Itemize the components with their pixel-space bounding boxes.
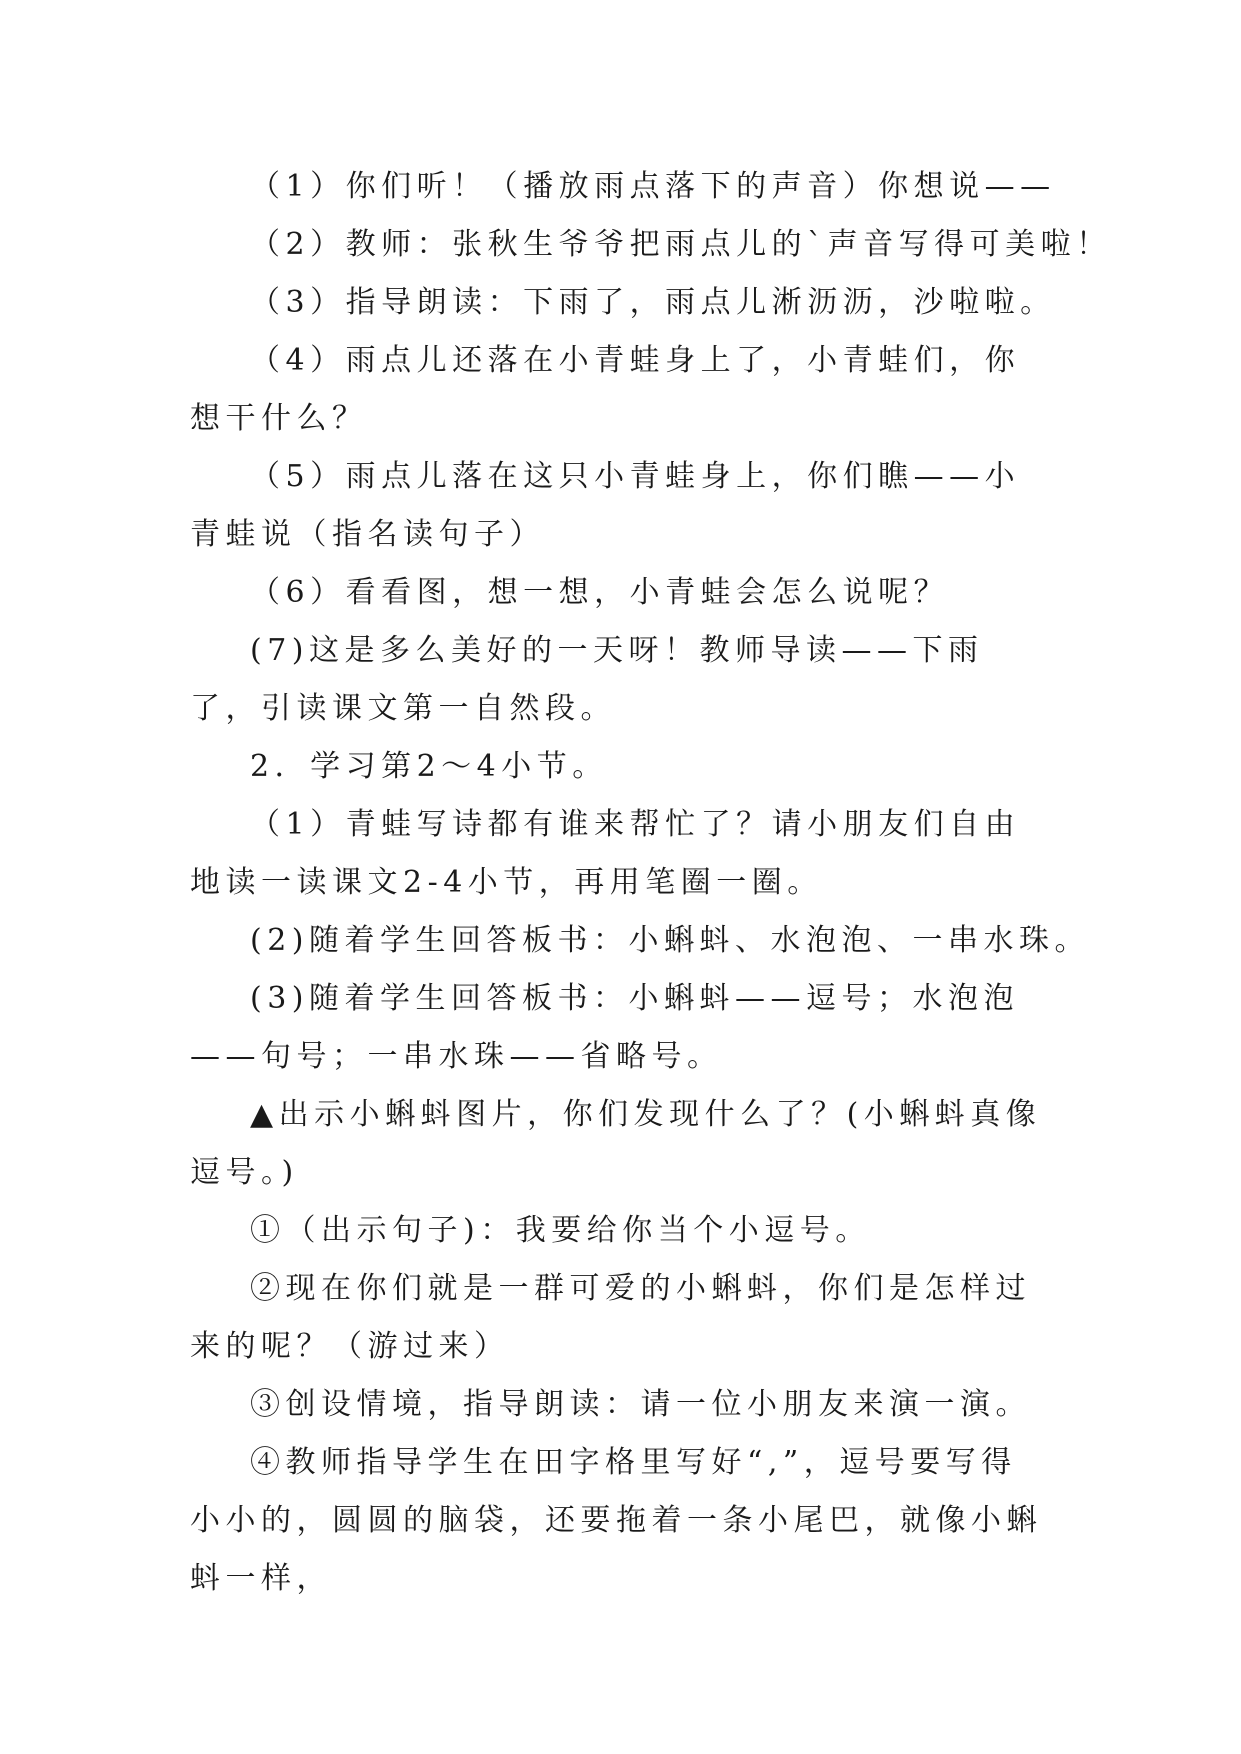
paragraph-13: ①（出示句子)：我要给你当个小逗号。 [250,1213,871,1248]
paragraph-5: （5）雨点儿落在这只小青蛙身上，你们瞧——小青蛙说（指名读句子） [190,459,1021,552]
document-body [190,158,1112,1608]
paragraph-10: (2)随着学生回答板书：小蝌蚪、水泡泡、一串水珠。 [250,923,1090,958]
paragraph-6: （6）看看图，想一想，小青蛙会怎么说呢？ [250,575,950,610]
paragraph-4: （4）雨点儿还落在小青蛙身上了，小青蛙们，你想干什么？ [190,343,1021,436]
paragraph-16: ④教师指导学生在田字格里写好“,”，逗号要写得小小的，圆圆的脑袋，还要拖着一条小尾巴，就像小蝌蚪一样， [190,1445,1042,1596]
paragraph-8: 2．学习第2～4小节。 [250,749,608,784]
paragraph-9: （1）青蛙写诗都有谁来帮忙了？请小朋友们自由地读一读课文2-4小节，再用笔圈一圈。 [190,807,1021,900]
paragraph-15: ③创设情境，指导朗读：请一位小朋友来演一演。 [250,1387,1031,1422]
paragraph-12: ▲出示小蝌蚪图片，你们发现什么了？(小蝌蚪真像逗号。) [190,1097,1042,1190]
paragraph-7: (7)这是多么美好的一天呀！教师导读——下雨了，引读课文第一自然段。 [190,633,984,726]
paragraph-2: （2）教师：张秋生爷爷把雨点儿的`声音写得可美啦！ [250,227,1112,262]
paragraph-1: （1）你们听！（播放雨点落下的声音）你想说—— [250,169,1056,204]
paragraph-3: （3）指导朗读：下雨了，雨点儿淅沥沥，沙啦啦。 [250,285,1056,320]
paragraph-14: ②现在你们就是一群可爱的小蝌蚪，你们是怎样过来的呢？（游过来） [190,1271,1031,1364]
paragraph-11: (3)随着学生回答板书：小蝌蚪——逗号；水泡泡——句号；一串水珠——省略号。 [190,981,1019,1074]
